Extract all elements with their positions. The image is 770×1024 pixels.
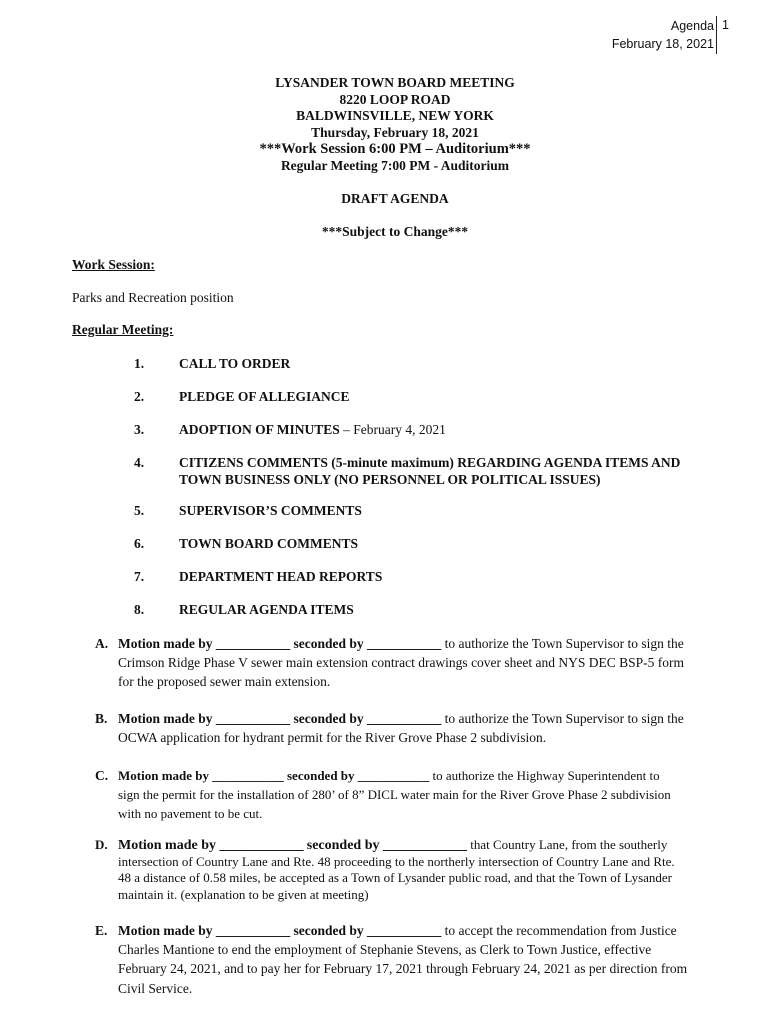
motion-text-line-1: to authorize the Town Supervisor to sign the: [441, 711, 684, 726]
title-line-3: BALDWINSVILLE, NEW YORK: [296, 108, 494, 124]
motion-body: [118, 921, 718, 998]
agenda-item-text: SUPERVISOR’S COMMENTS: [179, 503, 362, 518]
motion-body: [118, 709, 718, 747]
motion-body: [118, 634, 718, 692]
motion-text-line-1: to accept the recommendation from Justice: [441, 923, 677, 938]
page-number: 1: [722, 18, 729, 32]
agenda-item-number: 7.: [134, 569, 145, 584]
motion-text-line-1: that Country Lane, from the southerly: [466, 837, 668, 852]
motion-letter: B.: [95, 711, 108, 726]
agenda-item-title: ADOPTION OF MINUTES: [179, 422, 340, 437]
agenda-item-number: 3.: [134, 422, 145, 437]
motion-text-line-2: sign the permit for the installation of 280’ of 8” DICL water main for the River Grove Phase 2 subdivision: [118, 787, 671, 803]
work-session-heading: Work Session:: [72, 257, 155, 272]
subject-to-change-label: ***Subject to Change***: [321, 224, 469, 239]
motion-seconded-by: seconded by ___________: [293, 636, 442, 651]
motion-text-line-3: February 24, 2021, and to pay her for February 17, 2021 through February 24, 2021 as per direction from: [118, 961, 688, 977]
motion-seconded-by: seconded by ___________: [293, 923, 442, 938]
motion-text-line-1: to authorize the Town Supervisor to sign the: [441, 636, 684, 651]
work-session-item: Parks and Recreation position: [72, 290, 234, 305]
agenda-item-number: 2.: [134, 389, 145, 404]
motion-text-line-2: OCWA application for hydrant permit for the River Grove Phase 2 subdivision.: [118, 730, 547, 746]
motion-text-line-4: maintain it. (explanation to be given at meeting): [118, 886, 369, 902]
motion-letter: D.: [95, 837, 108, 852]
motion-text-line-3: for the proposed sewer main extension.: [118, 674, 331, 690]
agenda-item-text: REGULAR AGENDA ITEMS: [179, 602, 354, 617]
motion-text-line-1: to authorize the Highway Superintendent to: [429, 768, 660, 783]
title-line-4: Thursday, February 18, 2021: [311, 124, 479, 140]
motion-letter: E.: [95, 923, 108, 938]
motion-letter: C.: [95, 768, 109, 783]
regular-meeting-heading: Regular Meeting:: [72, 322, 174, 337]
page-header: [612, 18, 714, 53]
agenda-item-text: [179, 421, 719, 438]
agenda-item-number: 1.: [134, 356, 145, 371]
agenda-item-number: 8.: [134, 602, 145, 617]
motion-body: [118, 766, 718, 824]
agenda-item-date: – February 4, 2021: [339, 422, 446, 437]
agenda-item-line-2: TOWN BUSINESS ONLY (NO PERSONNEL OR POLITICAL ISSUES): [179, 472, 601, 487]
motion-text-line-2: intersection of Country Lane and Rte. 48 proceeding to the northerly intersection of Country Lane and Rte.: [118, 854, 675, 870]
motion-made-by: Motion made by ___________: [118, 768, 284, 783]
header-divider: [716, 16, 717, 54]
motion-body: [118, 837, 718, 903]
header-date: February 18, 2021: [611, 36, 714, 51]
motion-made-by: Motion made by ___________: [118, 711, 291, 726]
motion-made-by: Motion made by ___________: [118, 636, 291, 651]
motion-letter: A.: [95, 636, 109, 651]
agenda-item-number: 5.: [134, 503, 145, 518]
motion-made-by: Motion made by ___________: [118, 923, 291, 938]
motion-seconded-by: seconded by ____________: [306, 838, 467, 853]
agenda-item-line-1: CITIZENS COMMENTS (5-minute maximum) REGARDING AGENDA ITEMS AND: [179, 455, 681, 470]
motion-text-line-2: Crimson Ridge Phase V sewer main extension contract drawings cover sheet and NYS DEC BSP-5 form: [118, 655, 685, 671]
motion-seconded-by: seconded by ___________: [293, 711, 442, 726]
meeting-title-block: [0, 75, 770, 175]
title-line-2: 8220 LOOP ROAD: [339, 91, 451, 107]
agenda-item-text: DEPARTMENT HEAD REPORTS: [179, 569, 383, 584]
agenda-item-text: [179, 454, 719, 488]
agenda-item-text: TOWN BOARD COMMENTS: [179, 536, 359, 551]
motion-text-line-2: Charles Mantione to end the employment of Stephanie Stevens, as Clerk to Town Justice, effective: [118, 942, 652, 958]
motion-text-line-3: 48 a distance of 0.58 miles, be accepted as a Town of Lysander public road, and that the Town of Lysander: [118, 870, 673, 886]
motion-text-line-3: with no pavement to be cut.: [118, 806, 263, 822]
motion-made-by: Motion made by ____________: [118, 838, 304, 853]
agenda-item-number: 6.: [134, 536, 145, 551]
agenda-item-number: 4.: [134, 455, 145, 470]
motion-seconded-by: seconded by ___________: [287, 768, 430, 783]
draft-agenda-label: DRAFT AGENDA: [341, 191, 449, 206]
agenda-item-text: PLEDGE OF ALLEGIANCE: [179, 389, 350, 404]
title-line-1: LYSANDER TOWN BOARD MEETING: [275, 75, 515, 90]
title-line-6: Regular Meeting 7:00 PM - Auditorium: [280, 157, 510, 173]
motion-text-line-4: Civil Service.: [118, 980, 193, 996]
title-line-5: ***Work Session 6:00 PM – Auditorium***: [259, 141, 531, 158]
agenda-item-text: CALL TO ORDER: [179, 356, 291, 371]
header-label: Agenda: [670, 19, 714, 33]
